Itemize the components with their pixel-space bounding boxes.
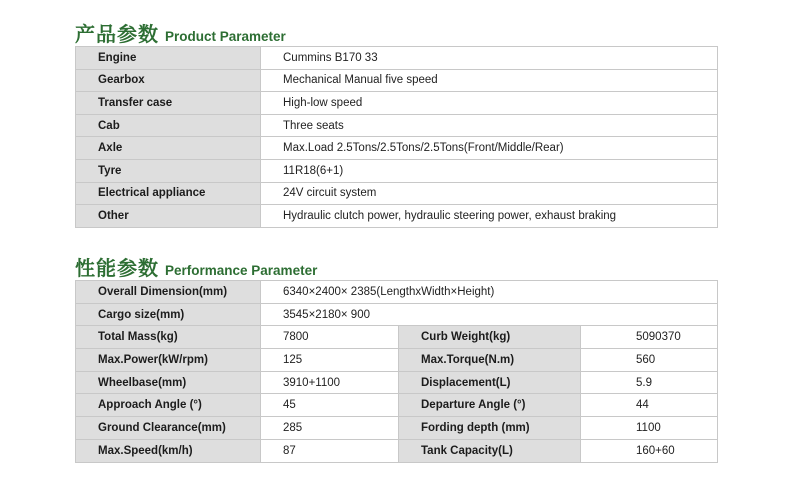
param-value: 7800 — [261, 326, 399, 349]
param-label: Displacement(L) — [399, 371, 581, 394]
param-value: 44 — [581, 394, 718, 417]
param-label: Fording depth (mm) — [399, 417, 581, 440]
param-value: 5090370 — [581, 326, 718, 349]
param-label: Max.Speed(km/h) — [76, 439, 261, 462]
param-label: Tank Capacity(L) — [399, 439, 581, 462]
table-row — [76, 114, 718, 137]
param-label: Max.Torque(N.m) — [399, 349, 581, 372]
param-value: 24V circuit system — [261, 182, 718, 205]
param-label: Other — [76, 205, 261, 228]
product-parameter-heading — [75, 18, 286, 47]
param-value: Mechanical Manual five speed — [261, 69, 718, 92]
table-row — [76, 92, 718, 115]
param-label: Gearbox — [76, 69, 261, 92]
param-value: 560 — [581, 349, 718, 372]
param-value: Three seats — [261, 114, 718, 137]
product-title-zh: 产品参数 — [75, 22, 159, 46]
table-row — [76, 47, 718, 70]
param-label: Approach Angle (°) — [76, 394, 261, 417]
performance-parameter-heading — [75, 252, 317, 281]
table-row — [76, 326, 718, 349]
param-value: 1100 — [581, 417, 718, 440]
param-value: 125 — [261, 349, 399, 372]
param-value: High-low speed — [261, 92, 718, 115]
param-label: Engine — [76, 47, 261, 70]
table-row — [76, 439, 718, 462]
param-label: Max.Power(kW/rpm) — [76, 349, 261, 372]
param-label: Electrical appliance — [76, 182, 261, 205]
table-row — [76, 137, 718, 160]
table-row — [76, 69, 718, 92]
product-parameter-table — [75, 46, 718, 228]
table-row — [76, 417, 718, 440]
param-label: Curb Weight(kg) — [399, 326, 581, 349]
table-row — [76, 394, 718, 417]
param-label: Transfer case — [76, 92, 261, 115]
param-value: 11R18(6+1) — [261, 159, 718, 182]
product-title-en: Product Parameter — [165, 29, 286, 44]
param-value: 3910+1100 — [261, 371, 399, 394]
param-value: 6340×2400× 2385(LengthxWidth×Height) — [261, 281, 718, 304]
param-value: 3545×2180× 900 — [261, 303, 718, 326]
param-value: Hydraulic clutch power, hydraulic steering power, exhaust braking — [261, 205, 718, 228]
table-row — [76, 303, 718, 326]
param-label: Departure Angle (°) — [399, 394, 581, 417]
table-row — [76, 182, 718, 205]
param-label: Tyre — [76, 159, 261, 182]
performance-title-zh: 性能参数 — [75, 256, 159, 280]
table-row — [76, 205, 718, 228]
param-value: Max.Load 2.5Tons/2.5Tons/2.5Tons(Front/Middle/Rear) — [261, 137, 718, 160]
param-label: Overall Dimension(mm) — [76, 281, 261, 304]
table-row — [76, 349, 718, 372]
table-row — [76, 159, 718, 182]
param-label: Cab — [76, 114, 261, 137]
param-value: 285 — [261, 417, 399, 440]
param-label: Wheelbase(mm) — [76, 371, 261, 394]
param-label: Ground Clearance(mm) — [76, 417, 261, 440]
param-value: 5.9 — [581, 371, 718, 394]
performance-title-en: Performance Parameter — [165, 263, 318, 278]
param-value: Cummins B170 33 — [261, 47, 718, 70]
param-label: Axle — [76, 137, 261, 160]
param-value: 160+60 — [581, 439, 718, 462]
param-value: 45 — [261, 394, 399, 417]
performance-parameter-table — [75, 280, 718, 463]
param-label: Cargo size(mm) — [76, 303, 261, 326]
table-row — [76, 281, 718, 304]
table-row — [76, 371, 718, 394]
param-value: 87 — [261, 439, 399, 462]
param-label: Total Mass(kg) — [76, 326, 261, 349]
